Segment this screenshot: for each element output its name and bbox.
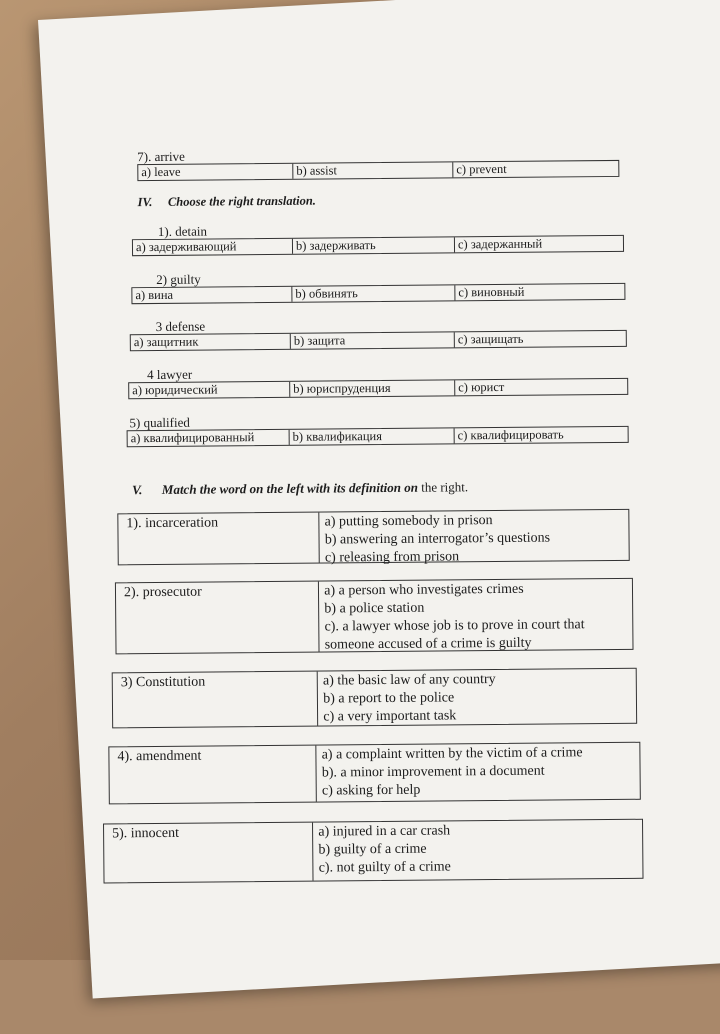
section-4-number: IV. [137,195,153,210]
section-5-heading [132,479,468,498]
definition-c[interactable]: c) releasing from prison [324,549,460,566]
question-7-word: 7). arrive [137,148,185,165]
definition-a[interactable]: a) injured in a car crash [318,823,451,840]
definition-c[interactable]: c). a lawyer whose job is to prove in court that [324,617,585,635]
definition-a[interactable]: a) putting somebody in prison [324,513,493,530]
definition-list [318,669,636,726]
definition-a[interactable]: a) a complaint written by the victim of a crime [321,745,583,763]
translation-item-2-options [131,283,625,304]
definition-b[interactable]: b) a report to the police [323,690,455,707]
option-a[interactable]: а) юридический [129,382,290,398]
definition-a[interactable]: a) a person who investigates crimes [324,581,524,599]
section-4-heading [138,194,316,211]
option-b[interactable]: b) обвинять [292,285,455,301]
definition-list [313,820,642,881]
match-item-4 [108,742,640,805]
definition-b[interactable]: b) guilty of a crime [318,841,427,858]
translation-item-3-word: 3 defense [155,318,206,334]
definition-a[interactable]: a) the basic law of any country [322,672,496,689]
option-a[interactable]: а) задерживающий [133,239,293,255]
option-c[interactable]: с) задержанный [457,236,543,252]
translation-item-5-options [127,426,629,447]
option-b[interactable]: b) квалификация [290,428,455,444]
option-a[interactable]: а) квалифицированный [128,430,290,446]
option-b[interactable]: b) защита [291,332,455,348]
definition-c[interactable]: c) asking for help [321,782,421,799]
worksheet-paper [38,0,720,998]
translation-item-1-options [132,235,624,256]
definition-c-continued[interactable]: someone accused of a crime is guilty [324,635,532,653]
option-c[interactable]: с) юрист [458,379,505,395]
match-word: 1). incarceration [118,513,320,565]
match-word: 5). innocent [104,823,314,883]
definition-b[interactable]: b) answering an interrogator’s questions [324,530,551,548]
option-c[interactable]: с) виновный [458,284,525,300]
match-word: 3) Constitution [113,672,319,728]
section-5-title-end: the right. [421,479,469,495]
option-b[interactable]: b) assist [293,162,453,178]
definition-list [319,579,632,652]
match-word: 2). prosecutor [116,582,320,654]
option-c[interactable]: с) защищать [457,331,524,347]
option-a[interactable]: a) leave [138,164,293,180]
option-a[interactable]: а) защитник [131,334,291,350]
match-word: 4). amendment [109,746,317,804]
option-b[interactable]: b) юриспруденция [290,380,455,396]
definition-c[interactable]: c) a very important task [323,708,457,725]
translation-item-4-options [128,378,628,399]
translation-item-1-word: 1). detain [157,223,208,239]
section-5-number: V. [132,482,143,498]
option-c[interactable]: с) квалифицировать [457,427,564,443]
match-item-3 [112,668,637,729]
match-item-5 [103,819,644,884]
definition-list [320,510,629,566]
definition-c[interactable]: c). not guilty of a crime [318,859,451,876]
translation-item-5-word: 5) qualified [129,414,190,431]
definition-b[interactable]: b). a minor improvement in a document [321,763,545,781]
option-a[interactable]: а) вина [132,287,292,303]
match-item-2 [115,578,634,655]
translation-item-4-word: 4 lawyer [147,366,193,383]
question-7-options [137,160,619,181]
definition-b[interactable]: b) a police station [324,600,425,617]
section-5-title: Match the word on the left with its definition on [161,479,418,497]
section-4-title: Choose the right translation. [167,193,316,209]
translation-item-2-word: 2) guilty [156,271,201,287]
definition-list [317,743,640,802]
translation-item-3-options [130,330,627,351]
match-item-1 [117,509,629,565]
option-b[interactable]: b) задерживать [293,237,455,253]
option-c[interactable]: c) prevent [456,161,507,177]
